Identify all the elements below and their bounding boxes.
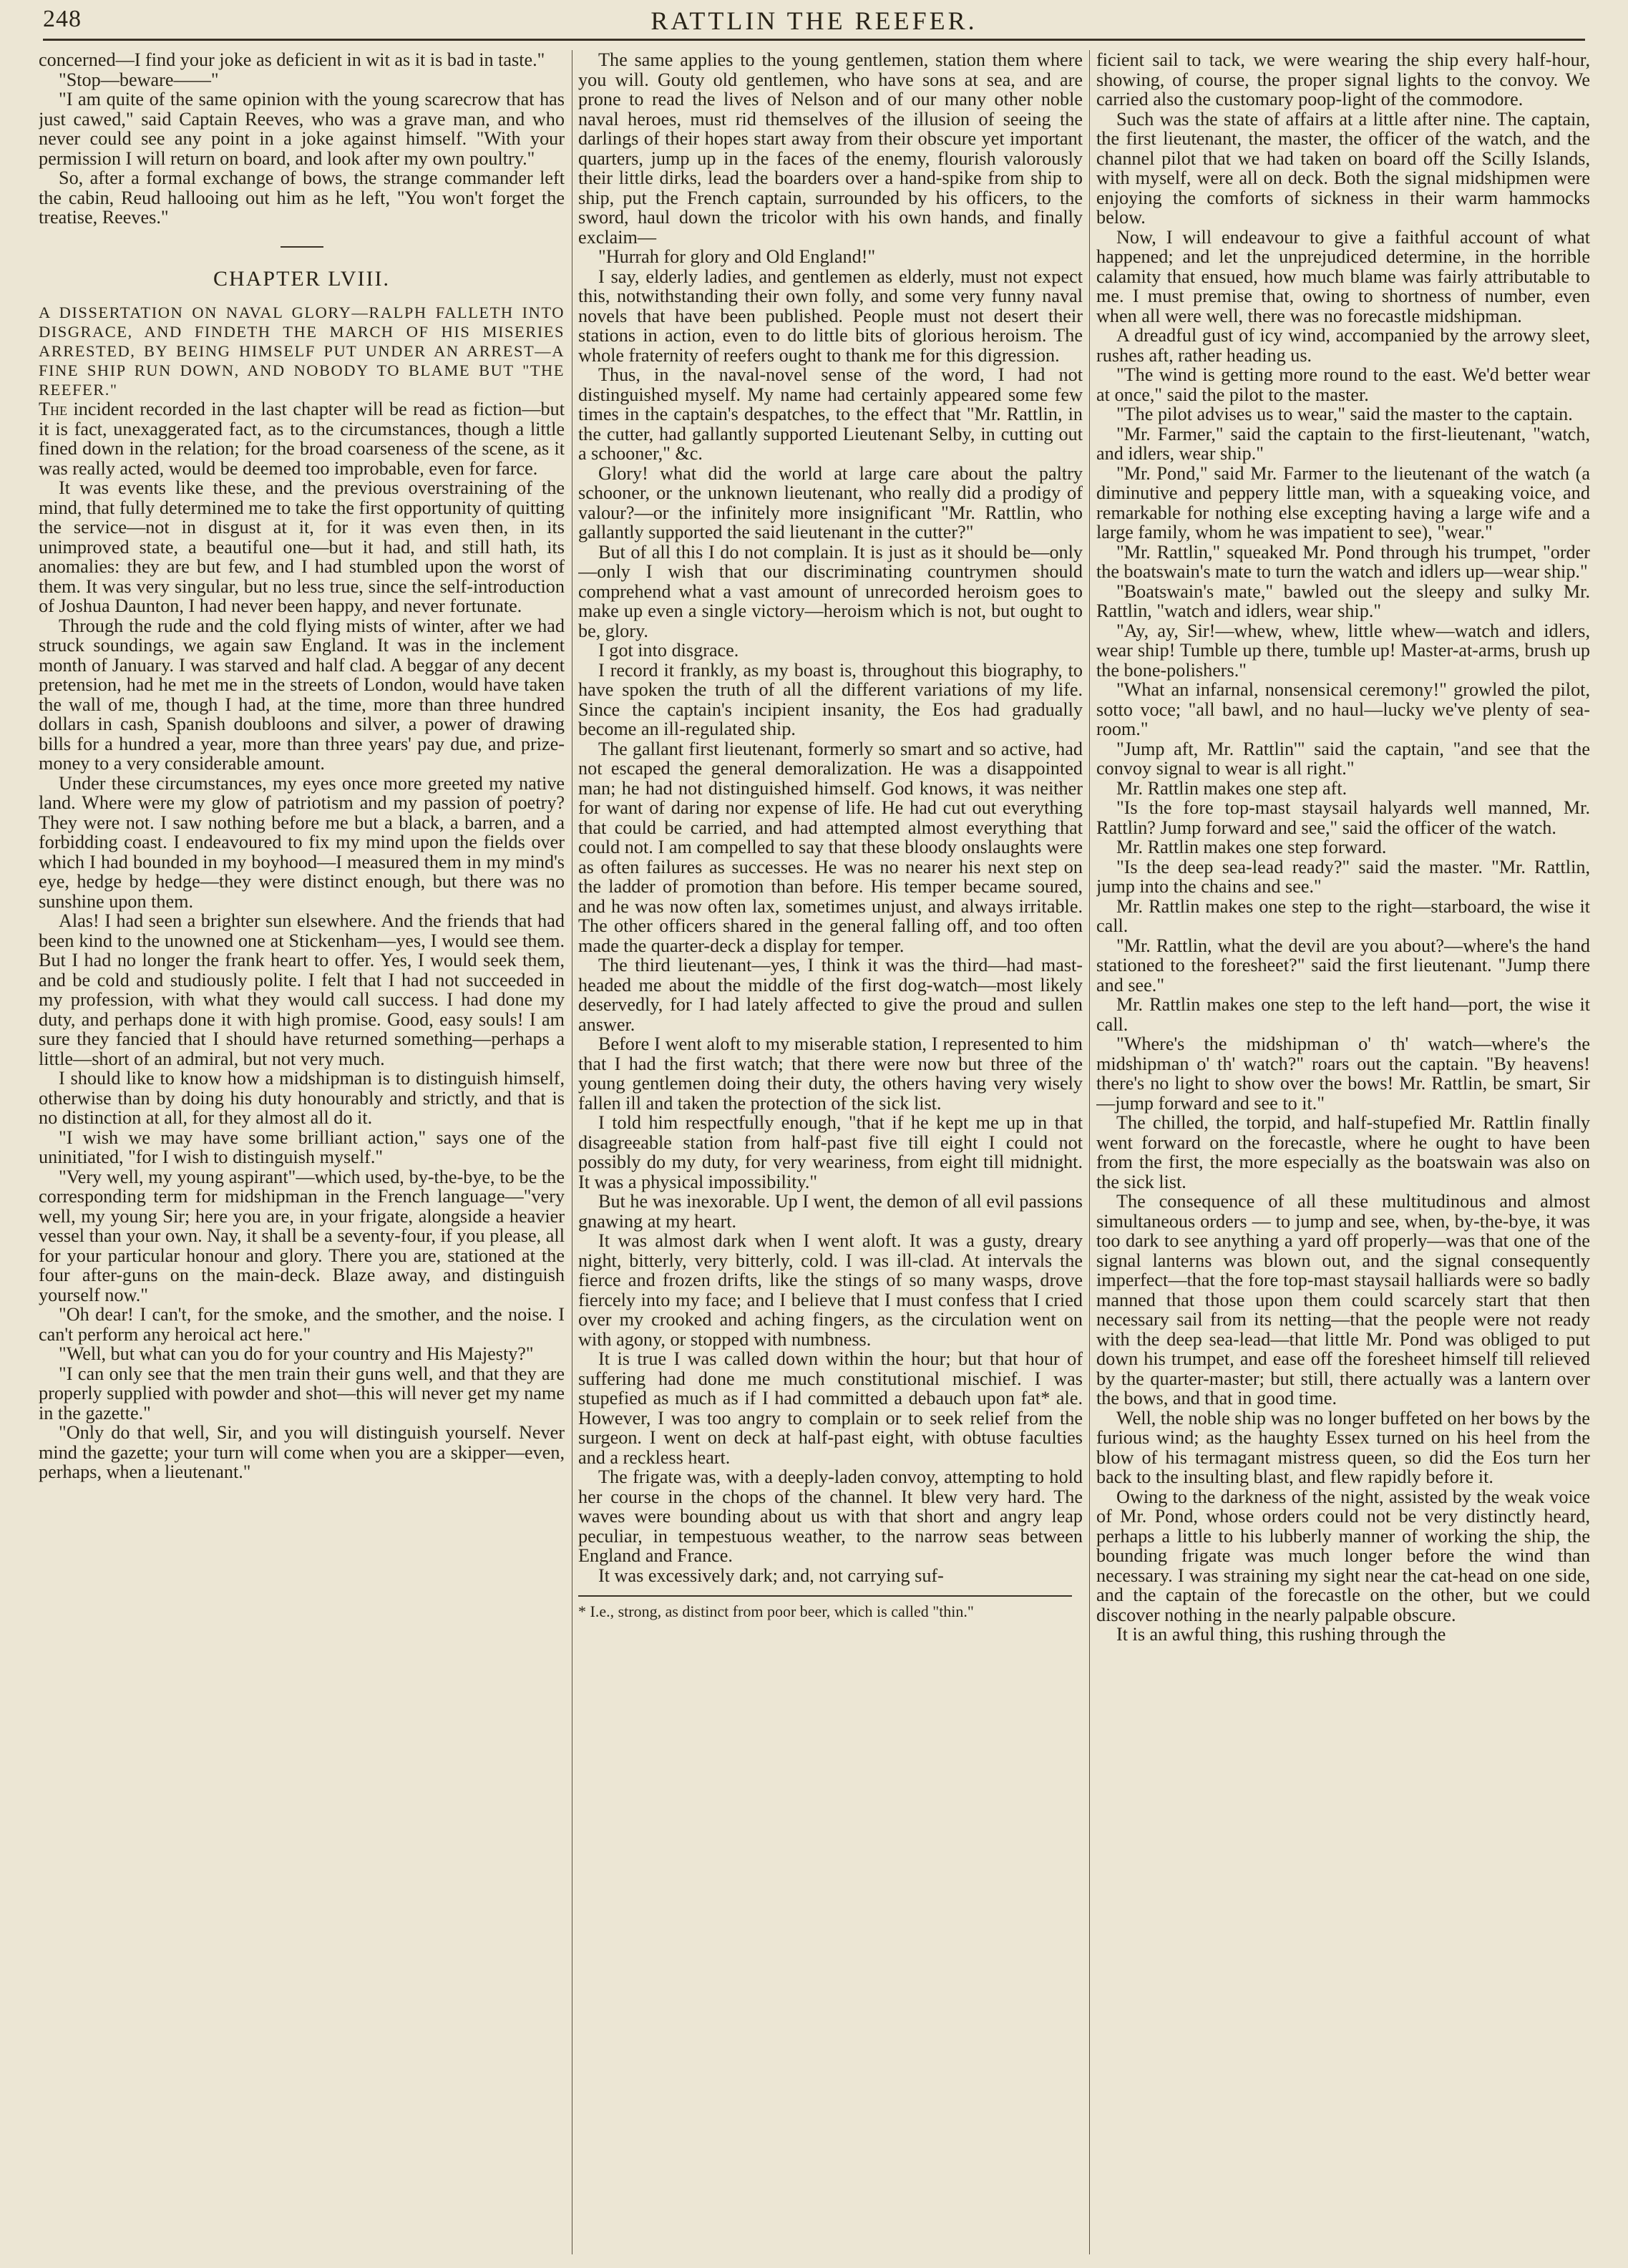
header-rule — [43, 39, 1585, 41]
paragraph: "The pilot advises us to wear," said the master to the captain. — [1116, 404, 1573, 424]
paragraph: It was almost dark when I went aloft. It was a gusty, dreary night, bitterly, very bitterly, cold. I was ill-clad. At intervals the fierce and frozen drifts, like the stings of so many wasps, drove fiercely into my face; and I believe that I must confess that I cried over my crooked and aching fingers, as the circulation went on with agony, or stopped with numbness. — [578, 1230, 1083, 1350]
paragraph: It is an awful thing, this rushing through the — [1116, 1624, 1446, 1645]
paragraph: The frigate was, with a deeply-laden convoy, attempting to hold her course in the chops of the channel. It blew very hard. The waves were bounding about us with that short and angry leap peculiar, in tempestuous weather, to the narrow seas between England and France. — [578, 1466, 1083, 1566]
column-divider — [1089, 50, 1090, 2254]
paragraph: Mr. Rattlin makes one step to the left hand—port, the wise it call. — [1096, 994, 1590, 1035]
footnote: * I.e., strong, as distinct from poor beer, which is called "thin." — [578, 1602, 974, 1620]
paragraph: "Only do that well, Sir, and you will distinguish yourself. Never mind the gazette; your turn will come when you are a skipper—even, perhaps, when a lieutenant." — [39, 1422, 565, 1482]
paragraph: The same applies to the young gentlemen, station them where you will. Gouty old gentlemen, who have sons at sea, and are prone to read the lives of Nelson and of our many other noble naval heroes, must rid themselves of the illusion of seeing the darlings of their hopes start away from their obscure yet important quarters, jump up in the faces of the enemy, flourish valorously their little dirks, lead the boarders over a hand-spike from ship to ship, put the French captain, surrounded by his officers, to the sword, haul down the tricolor with his own hands, and finally exclaim— — [578, 50, 1083, 248]
paragraph: The gallant first lieutenant, formerly so smart and so active, had not escaped the general demoralization. He was a disappointed man; he had not distinguished himself. God knows, it was neither for want of daring nor expense of life. He had cut out everything that could be carried, and had attempted almost everything that could not. I am compelled to say that these bloody onslaughts were as often failures as successes. He was no nearer his next step on the ladder of promotion than before. His temper became soured, and he was now often lax, sometimes unjust, and always irritable. The other officers shared in the general falling off, and too often made the quarter-deck a display for temper. — [578, 738, 1083, 956]
paragraph: I record it frankly, as my boast is, throughout this biography, to have spoken the truth of all the different variations of my life. Since the captain's incipient insanity, the Eos had gradually become an ill-regulated ship. — [578, 659, 1083, 739]
paragraph: Under these circumstances, my eyes once more greeted my native land. Where were my glow of patriotism and my passion of poetry? They were not. I saw nothing before me but a black, a barren, and a forbidding coast. I endeavoured to fix my mind upon the fields over which I had bounded in my boyhood—I measured them in my mind's eye, hedge by hedge—they were distinct enough, but there was no sunshine upon them. — [39, 772, 565, 912]
paragraph: It was excessively dark; and, not carrying suf- — [598, 1564, 944, 1586]
paragraph: concerned—I find your joke as deficient in wit as it is bad in taste." — [39, 50, 545, 70]
paragraph: Mr. Rattlin makes one step aft. — [1116, 777, 1347, 799]
paragraph: But he was inexorable. Up I went, the demon of all evil passions gnawing at my heart. — [578, 1191, 1083, 1232]
paragraph: "Where's the midshipman o' th' watch—where's the midshipman o' th' watch?" roars out the captain. "By heavens! there's no light to show over the bows! Mr. Rattlin, be smart, Sir—jump forward and see to it." — [1096, 1033, 1590, 1114]
paragraph: Now, I will endeavour to give a faithful account of what happened; and let the unprejudiced determine, in the horrible calamity that ensued, how much blame was fairly attributable to me. I must premise that, owing to shortness of number, even when all were well, there was no forecastle midshipman. — [1096, 226, 1590, 326]
paragraph: Mr. Rattlin makes one step forward. — [1116, 837, 1387, 857]
paragraph: I should like to know how a midshipman is to distinguish himself, otherwise than by doing his duty honourably and strictly, and that is no distinction at all, for they almost all do it. — [39, 1068, 565, 1128]
paragraph: "Ay, ay, Sir!—whew, whew, little whew—watch and idlers, wear ship! Tumble up there, tumble up! Master-at-arms, brush up the bone-polishers." — [1096, 620, 1590, 681]
paragraph: Mr. Rattlin makes one step to the right—starboard, the wise it call. — [1096, 895, 1590, 936]
paragraph: "Mr. Rattlin, what the devil are you about?—where's the hand stationed to the foresheet?" said the first lieutenant. "Jump there and see." — [1096, 935, 1590, 996]
column-1 — [39, 50, 565, 2247]
paragraph: Such was the state of affairs at a little after nine. The captain, the first lieutenant, the master, the officer of the watch, and the channel pilot that we had taken on board off the Scilly Islands, with myself, were all on deck. Both the signal midshipmen were enjoying the comforts of sickness in their warm hammocks below. — [1096, 108, 1590, 228]
page-header — [43, 6, 1585, 34]
drop-lead: The — [39, 399, 67, 419]
paragraph: Alas! I had seen a brighter sun elsewhere. And the friends that had been kind to the unowned one at Stickenham—yes, I would see them. But I had no longer the frank heart to offer. Yes, I would seek them, and be cold and studiously polite. I felt that I had not succeeded in my profession, with what they would call success. I had done my duty, and perhaps done it with high promise. Good, easy souls! I am sure they fancied that I should have returned something—perhaps a little—short of an admiral, but not very much. — [39, 910, 565, 1069]
page-number: 248 — [43, 6, 82, 32]
paragraph: I say, elderly ladies, and gentlemen as elderly, must not expect this, notwithstanding their own folly, and some very funny naval novels that have been published. People must not desert their stations in action, even to do little bits of glorious heroism. The whole fraternity of reefers ought to thank me for this digression. — [578, 266, 1083, 366]
paragraph: "Boatswain's mate," bawled out the sleepy and sulky Mr. Rattlin, "watch and idlers, wear ship." — [1096, 580, 1590, 621]
paragraph: "I can only see that the men train their guns well, and that they are properly supplied with powder and shot—this will never get my name in the gazette." — [39, 1363, 565, 1423]
section-dash — [281, 246, 323, 248]
paragraph: Thus, in the naval-novel sense of the word, I had not distinguished myself. My name had certainly appeared some few times in the captain's despatches, to the effect that "Mr. Rattlin, in the cutter, had gallantly supported Lieutenant Selby, in cutting out a schooner," &c. — [578, 364, 1083, 464]
footnote-rule — [578, 1595, 1072, 1597]
paragraph: Through the rude and the cold flying mists of winter, after we had struck soundings, we again saw England. It was in the inclement month of January. I was starved and half clad. A beggar of any decent pretension, had he met me in the streets of London, would have taken the wall of me, though I had, at the time, more than three hundred dollars in cash, Spanish doubloons and silver, a power of drawing bills for a hundred a year, more than three years' pay due, and prize-money to a very considerable amount. — [39, 615, 565, 774]
paragraph: But of all this I do not complain. It is just as it should be—only—only I wish that our discriminating countrymen should comprehend what a vast amount of unrecorded heroism goes to make up even a single victory—heroism which is not, but ought to be, glory. — [578, 541, 1083, 641]
paragraph: Well, the noble ship was no longer buffeted on her bows by the furious wind; as the haughty Essex turned on his heel from the blow of his termagant mistress queen, so did the Eos turn her back to the insulting blast, and flew rapidly before it. — [1096, 1407, 1590, 1487]
running-title: RATTLIN THE REEFER. — [650, 6, 978, 35]
chapter-summary: A DISSERTATION ON NAVAL GLORY—RALPH FALLETH INTO DISGRACE, AND FINDETH THE MARCH OF HIS MISERIES ARRESTED, BY BEING HIMSELF PUT UNDER AN ARREST—A FINE SHIP RUN DOWN, AND NOBODY TO BLAME BUT "THE REEFER." — [39, 303, 565, 399]
paragraph: "Well, but what can you do for your country and His Majesty?" — [59, 1343, 534, 1364]
paragraph — [39, 399, 565, 478]
paragraph: "Hurrah for glory and Old England!" — [598, 246, 876, 267]
paragraph: "Oh dear! I can't, for the smoke, and the smother, and the noise. I can't perform any heroical act here." — [39, 1304, 565, 1345]
paragraph: I got into disgrace. — [598, 640, 739, 661]
paragraph: "Jump aft, Mr. Rattlin'" said the captain, "and see that the convoy signal to wear is all right." — [1096, 738, 1590, 779]
paragraph-text: incident recorded in the last chapter will be read as fiction—but it is fact, unexaggerated fact, as to the circumstances, though a little fined down in the relation; for the broad coarseness of the scene, as it was really acted, would be deemed too improbable, even for farce. — [39, 399, 565, 479]
paragraph: "Mr. Rattlin," squeaked Mr. Pond through his trumpet, "order the boatswain's mate to turn the watch and idlers up—wear ship." — [1096, 541, 1590, 582]
paragraph: It was events like these, and the previous overstraining of the mind, that fully determined me to take the first opportunity of quitting the service—not in disgust at it, for it was even then, in its unimproved state, a beautiful one—but it had, and still hath, its anomalies: they are but few, and I had stumbled upon the worst of them. It was very singular, but no less true, since the self-introduction of Joshua Daunton, I had never been happy, and never fortunate. — [39, 477, 565, 616]
paragraph: "What an infarnal, nonsensical ceremony!" growled the pilot, sotto voce; "all bawl, and no haul—lucky we've plenty of sea-room." — [1096, 679, 1590, 739]
paragraph: A dreadful gust of icy wind, accompanied by the arrowy sleet, rushes aft, rather heading us. — [1096, 325, 1590, 366]
paragraph: The chilled, the torpid, and half-stupefied Mr. Rattlin finally went forward on the forecastle, where he ought to have been from the first, the more especially as the boatswain was also on the sick list. — [1096, 1112, 1590, 1192]
paragraph: "The wind is getting more round to the east. We'd better wear at once," said the pilot to the master. — [1096, 364, 1590, 405]
paragraph: The third lieutenant—yes, I think it was the third—had mast-headed me about the middle of the first dog-watch—most likely deservedly, for I had lately affected to give the proud and sullen answer. — [578, 955, 1083, 1035]
paragraph: "I wish we may have some brilliant action," says one of the uninitiated, "for I wish to distinguish myself." — [39, 1126, 565, 1167]
paragraph: It is true I was called down within the hour; but that hour of suffering had done me much constitutional mischief. I was stupefied as much as if I had committed a debauch upon fat* ale. However, I was too angry to complain or to seek relief from the surgeon. I went on deck at half-past eight, with obtuse faculties and a reckless heart. — [578, 1348, 1083, 1468]
paragraph: Owing to the darkness of the night, assisted by the weak voice of Mr. Pond, whose orders could not be very distinctly heard, perhaps a little to his lubberly manner of working the ship, the bounding frigate was much longer before the wind than necessary. I was straining my sight near the cat-head on one side, and the captain of the forecastle on the other, but we could discover nothing in the nearly palpable obscure. — [1096, 1486, 1590, 1625]
paragraph: "Mr. Farmer," said the captain to the first-lieutenant, "watch, and idlers, wear ship." — [1096, 423, 1590, 464]
paragraph: I told him respectfully enough, "that if he kept me up in that disagreeable station from half-past five till eight I could not possibly do my duty, for very weariness, from eight till midnight. It was a physical impossibility." — [578, 1112, 1083, 1192]
paragraph: ficient sail to tack, we were wearing the ship every half-hour, showing, of course, the proper signal lights to the convoy. We carried also the customary poop-light of the commodore. — [1096, 50, 1590, 109]
paragraph: "Is the deep sea-lead ready?" said the master. "Mr. Rattlin, jump into the chains and see." — [1096, 856, 1590, 897]
paragraph: "Very well, my young aspirant"—which used, by-the-bye, to be the corresponding term for midshipman in the French language—"very well, my young Sir; here you are, in your frigate, alongside a heavier vessel than your own. Nay, it shall be a seventy-four, if you please, all for your particular honour and glory. There you are, stationed at the four after-guns on the main-deck. Blaze away, and distinguish yourself now." — [39, 1166, 565, 1305]
paragraph: Glory! what did the world at large care about the paltry schooner, or the unknown lieutenant, who really did a prodigy of valour?—or the infinitely more insignificant "Mr. Rattlin, who gallantly supported the said lieutenant in the cutter?" — [578, 462, 1083, 542]
paragraph: So, after a formal exchange of bows, the strange commander left the cabin, Reud hallooing out him as he left, "You won't forget the treatise, Reeves." — [39, 167, 565, 228]
paragraph: Before I went aloft to my miserable station, I represented to him that I had the first watch; that there were now but three of the young gentlemen doing their duty, the others having very wisely fallen ill and taken the protection of the sick list. — [578, 1033, 1083, 1114]
paragraph: "Stop—beware——" — [59, 69, 219, 90]
chapter-title: CHAPTER LVIII. — [213, 266, 390, 291]
column-2 — [578, 50, 1083, 2247]
column-3 — [1096, 50, 1590, 2247]
paragraph: "Is the fore top-mast staysail halyards well manned, Mr. Rattlin? Jump forward and see," said the officer of the watch. — [1096, 797, 1590, 838]
paragraph: "Mr. Pond," said Mr. Farmer to the lieutenant of the watch (a diminutive and peppery little man, with a squeaking voice, and remarkable for nothing else excepting having a large wife and a large family, whom he was impatient to see), "wear." — [1096, 462, 1590, 542]
paragraph: The consequence of all these multitudinous and almost simultaneous orders — to jump and see, when, by-the-bye, it was too dark to see anything a yard off properly—was that one of the signal lanterns was blown out, and the signal consequently imperfect—that the fore top-mast staysail halliards were so badly manned that those upon them could scarcely start that then necessary sail from its netting—that the people were not ready with the deep sea-lead—that little Mr. Pond was obliged to put down his trumpet, and ease off the foresheet himself till relieved by the quarter-master; but still, there actually was a lantern over the bows, and that in good time. — [1096, 1191, 1590, 1408]
paragraph: "I am quite of the same opinion with the young scarecrow that has just cawed," said Captain Reeves, who was a grave man, and who never could see any point in a joke against himself. "With your permission I will return on board, and look after my own poultry." — [39, 89, 565, 169]
